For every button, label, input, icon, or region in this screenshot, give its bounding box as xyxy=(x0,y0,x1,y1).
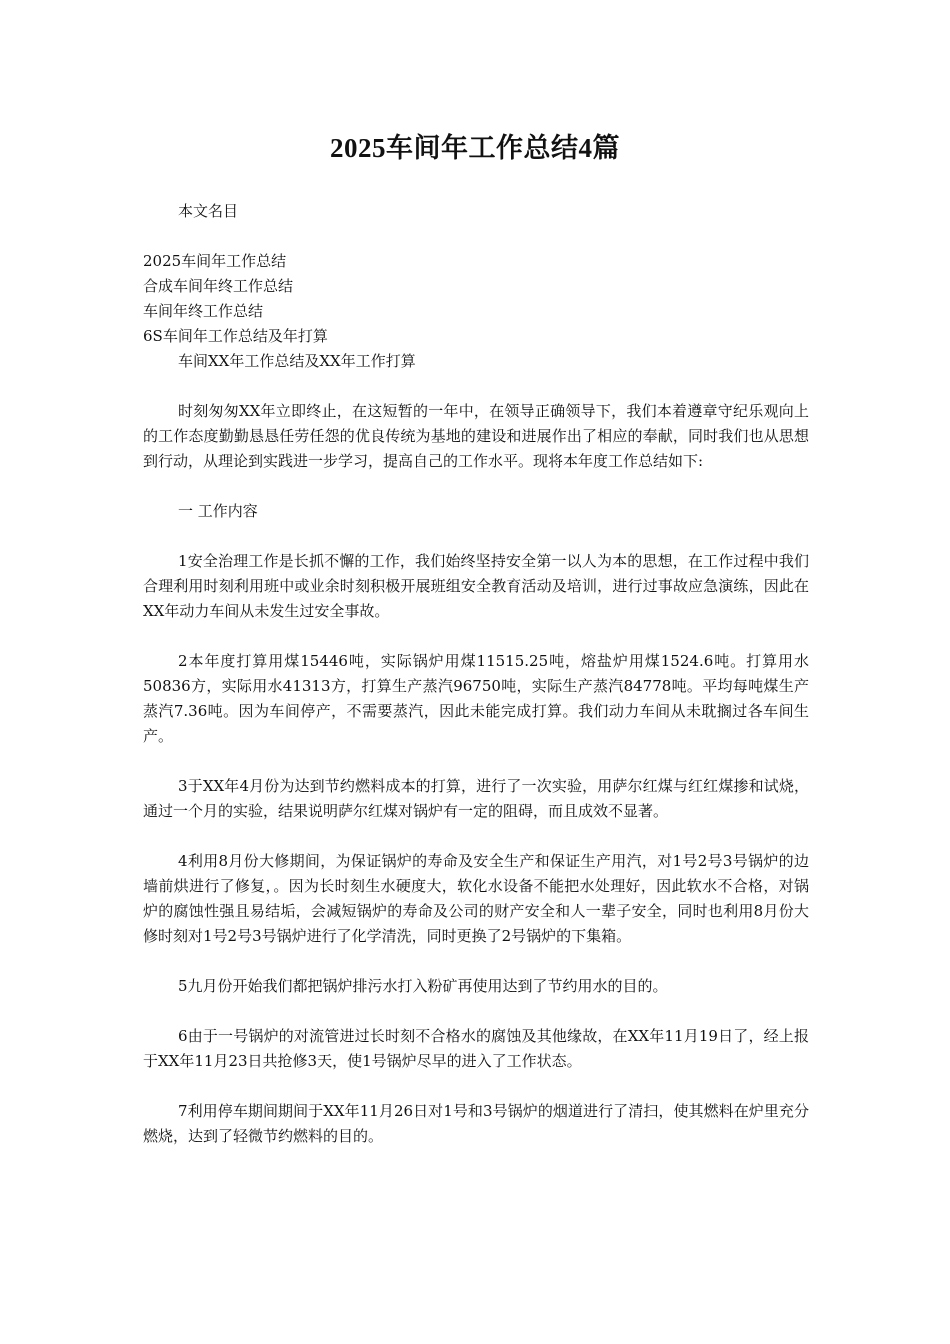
toc-list xyxy=(143,249,809,349)
body-paragraph: 5九月份开始我们都把锅炉排污水打入粉矿再使用达到了节约用水的目的。 xyxy=(178,977,668,995)
document-title: 2025车间年工作总结4篇 xyxy=(330,133,620,163)
toc-item: 6S车间年工作总结及年打算 xyxy=(143,327,328,345)
toc-item: 2025车间年工作总结 xyxy=(143,252,287,270)
body-paragraph: 7利用停车期间期间于XX年11月26日对1号和3号锅炉的烟道进行了清扫，使其燃料在炉里充分燃烧，达到了轻微节约燃料的目的。 xyxy=(143,1102,809,1145)
toc-heading: 本文名目 xyxy=(178,202,239,220)
body-paragraph: 6由于一号锅炉的对流管进过长时刻不合格水的腐蚀及其他缘故，在XX年11月19日了，经上报于XX年11月23日共抢修3天，使1号锅炉尽早的进入了工作状态。 xyxy=(143,1027,809,1070)
toc-item: 车间年终工作总结 xyxy=(143,302,264,320)
section-heading: 一 工作内容 xyxy=(178,502,258,520)
body-paragraph: 2本年度打算用煤15446吨，实际锅炉用煤11515.25吨，熔盐炉用煤1524.6吨。打算用水50836方，实际用水41313方，打算生产蒸汽96750吨，实际生产蒸汽84778吨。平均每吨煤生产蒸汽7.36吨。因为车间停产，不需要蒸汽，因此未能完成打算。我们动力车间从未耽搁过各车间生产。 xyxy=(143,652,809,745)
section-subtitle: 车间XX年工作总结及XX年工作打算 xyxy=(178,352,416,370)
document-body xyxy=(143,199,809,1149)
toc-item: 合成车间年终工作总结 xyxy=(143,277,294,295)
body-paragraph: 4利用8月份大修期间，为保证锅炉的寿命及安全生产和保证生产用汽，对1号2号3号锅炉的边墙前烘进行了修复，。因为长时刻生水硬度大，软化水设备不能把水处理好，因此软水不合格，对锅炉的腐蚀性强且易结垢，会减短锅炉的寿命及公司的财产安全和人一辈子安全，同时也利用8月份大修时刻对1号2号3号锅炉进行了化学清洗，同时更换了2号锅炉的下集箱。 xyxy=(143,852,809,945)
body-paragraph: 1安全治理工作是长抓不懈的工作，我们始终坚持安全第一以人为本的思想，在工作过程中我们合理利用时刻利用班中或业余时刻积极开展班组安全教育活动及培训，进行过事故应急演练，因此在XX年动力车间从未发生过安全事故。 xyxy=(143,552,809,620)
intro-paragraph: 时刻匆匆XX年立即终止，在这短暂的一年中，在领导正确领导下，我们本着遵章守纪乐观向上的工作态度勤勤恳恳任劳任怨的优良传统为基地的建设和进展作出了相应的奉献，同时我们也从思想到行动，从理论到实践进一步学习，提高自己的工作水平。现将本年度工作总结如下: xyxy=(143,402,809,470)
body-paragraph: 3于XX年4月份为达到节约燃料成本的打算，进行了一次实验，用萨尔红煤与红红煤掺和试烧，通过一个月的实验，结果说明萨尔红煤对锅炉有一定的阻碍，而且成效不显著。 xyxy=(143,777,809,820)
